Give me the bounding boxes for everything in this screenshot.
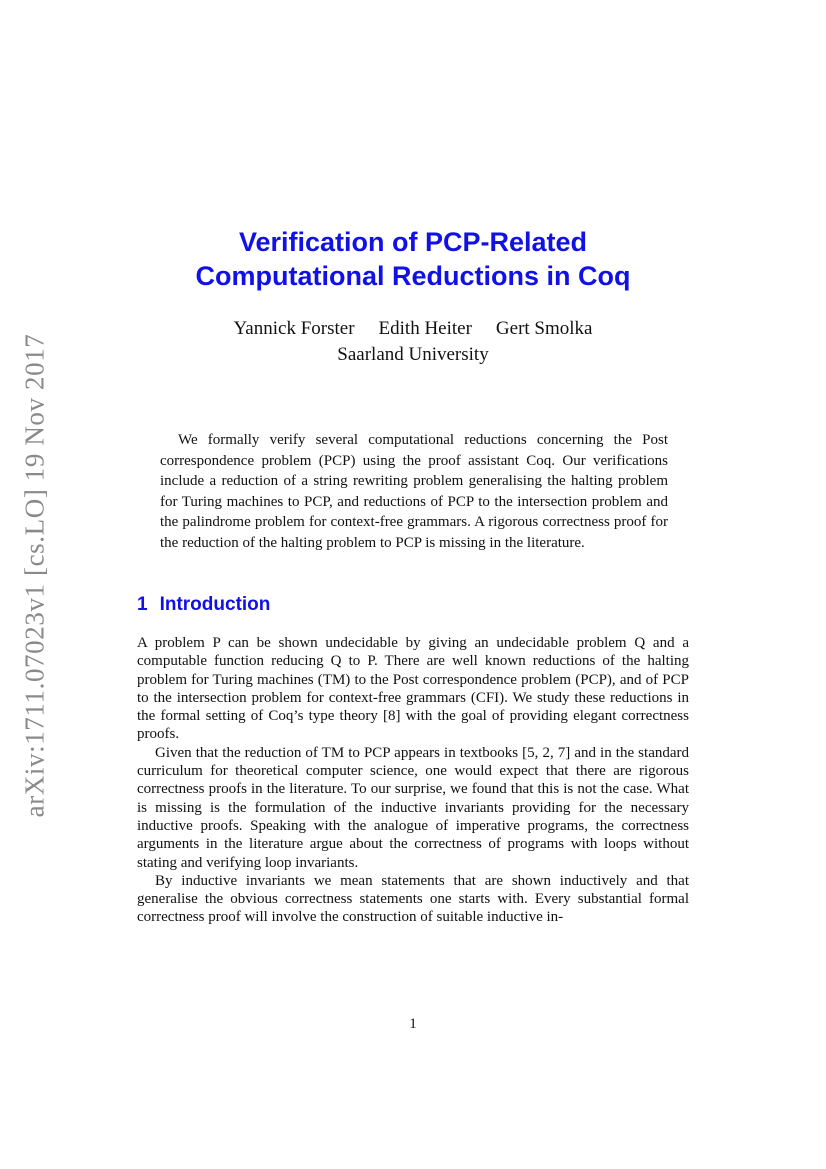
paper-title-line-1: Verification of PCP-Related xyxy=(238,227,588,257)
arxiv-identifier-text: arXiv:1711.07023v1 [cs.LO] 19 Nov 2017 xyxy=(19,333,50,817)
abstract-paragraph: We formally verify several computational reductions concerning the Post correspondence problem (PCP) using the proof assistant Coq. Our verifications include a reduction of a string rewriting problem generalising the halting problem for Turing machines to PCP, and reductions of PCP to the intersection problem and the palindrome problem for context-free grammars. A rigorous correctness proof for the reduction of the halting problem to PCP is missing in the literature. xyxy=(160,432,668,551)
author-list xyxy=(0,316,826,342)
section-number: 1 xyxy=(137,594,148,615)
arxiv-identifier-stamp xyxy=(10,330,60,820)
author-name: Gert Smolka xyxy=(495,318,593,339)
author-affiliation: Saarland University xyxy=(337,344,489,365)
paper-title-line-2: Computational Reductions in Coq xyxy=(195,261,631,291)
section-body xyxy=(137,634,689,927)
body-paragraph: By inductive invariants we mean statements that are shown inductively and that generalise the obvious correctness statements one starts with. Every substantial formal correctness proof will involve the construction of suitable inductive in- xyxy=(137,872,689,926)
body-paragraph: Given that the reduction of TM to PCP appears in textbooks [5, 2, 7] and in the standard curriculum for theoretical computer science, one would expect that there are rigorous correctness proofs in the literature. To our surprise, we found that this is not the case. What is missing is the formulation of the inductive invariants providing for the necessary inductive proofs. Speaking with the analogue of imperative programs, the correctness arguments in the literature argue about the correctness of programs with loops without stating and verifying loop invariants. xyxy=(137,744,689,871)
author-name: Edith Heiter xyxy=(378,318,472,339)
author-name: Yannick Forster xyxy=(233,318,355,339)
page-number: 1 xyxy=(409,1016,417,1032)
section-title: Introduction xyxy=(159,594,271,615)
section-heading xyxy=(137,593,270,617)
body-paragraph: A problem P can be shown undecidable by giving an undecidable problem Q and a computable function reducing Q to P. There are well known reductions of the halting problem for Turing machines (TM) to the Post correspondence problem (PCP), and of PCP to the intersection problem for context-free grammars (CFI). We study these reductions in the formal setting of Coq’s type theory [8] with the goal of providing elegant correctness proofs. xyxy=(137,635,689,743)
